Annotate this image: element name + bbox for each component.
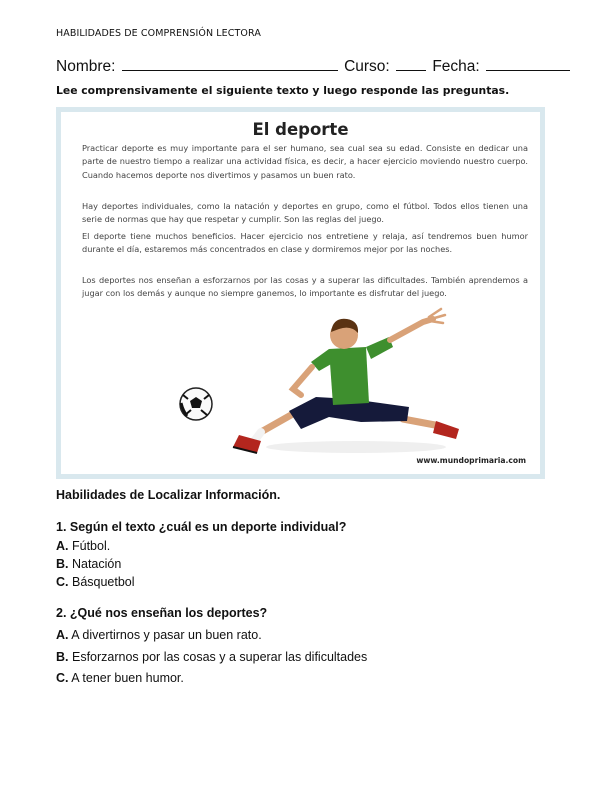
reading-paragraph: El deporte tiene muchos beneficios. Hacer ejercicio nos entretiene y relaja, así tendremos buen humor durante el día, estaremos más concentrados en clase y dormiremos mejor por las noches. xyxy=(82,231,528,255)
question-1: 1. Según el texto ¿cuál es un deporte individual? xyxy=(56,520,347,534)
nombre-label: Nombre: xyxy=(56,58,116,75)
nombre-field[interactable] xyxy=(122,57,338,71)
question-1-option-c[interactable] xyxy=(56,575,135,589)
question-2: 2. ¿Qué nos enseñan los deportes? xyxy=(56,606,268,620)
soccer-player-illustration xyxy=(161,307,461,462)
option-text: Básquetbol xyxy=(71,575,135,589)
section-heading: Habilidades de Localizar Información. xyxy=(56,488,281,502)
question-1-option-a[interactable] xyxy=(56,539,110,553)
instruction-text: Lee comprensivamente el siguiente texto y luego responde las preguntas. xyxy=(56,84,510,97)
option-letter: B. xyxy=(56,557,69,571)
reading-paragraph: Los deportes nos enseñan a esforzarnos por las cosas y a superar las dificultades. También aprendemos a jugar con los demás y aunque no siempre ganemos, lo importante es disfrutar del juego. xyxy=(82,275,528,299)
option-text: Esforzarnos por las cosas y a superar las dificultades xyxy=(71,650,368,664)
option-letter: B. xyxy=(56,650,69,664)
option-letter: C. xyxy=(56,575,69,589)
option-text: Fútbol. xyxy=(71,539,111,553)
option-letter: A. xyxy=(56,539,69,553)
soccer-ball-icon xyxy=(180,388,212,420)
option-text: A tener buen humor. xyxy=(71,671,184,685)
fecha-label: Fecha: xyxy=(432,58,480,75)
reading-title: El deporte xyxy=(252,120,349,139)
curso-field[interactable] xyxy=(396,57,426,71)
curso-label: Curso: xyxy=(344,58,390,75)
reading-paragraph: Practicar deporte es muy importante para el ser humano, sea cual sea su edad. Consiste en dedicar una parte de nuestro tiempo a realizar una actividad física, es decir, a hacer ejercicio moviendo nuestro cuerpo. Cuando hacemos deporte nos divertimos y pasamos un buen rato. xyxy=(82,143,528,180)
reading-paragraph: Hay deportes individuales, como la natación y deportes en grupo, como el fútbol. Todos ellos tienen una serie de normas que hay que respetar y cumplir. Son las reglas del juego. xyxy=(82,201,528,225)
question-2-option-c[interactable] xyxy=(56,671,184,685)
question-2-option-a[interactable] xyxy=(56,628,262,642)
option-letter: C. xyxy=(56,671,69,685)
option-text: A divertirnos y pasar un buen rato. xyxy=(71,628,262,642)
option-letter: A. xyxy=(56,628,69,642)
worksheet-header: HABILIDADES DE COMPRENSIÓN LECTORA xyxy=(56,28,261,39)
source-watermark: www.mundoprimaria.com xyxy=(416,456,526,465)
question-2-option-b[interactable] xyxy=(56,650,367,664)
student-info-line xyxy=(56,57,572,76)
question-1-option-b[interactable] xyxy=(56,557,121,571)
option-text: Natación xyxy=(71,557,122,571)
reading-passage-box xyxy=(56,107,545,479)
fecha-field[interactable] xyxy=(486,57,570,71)
